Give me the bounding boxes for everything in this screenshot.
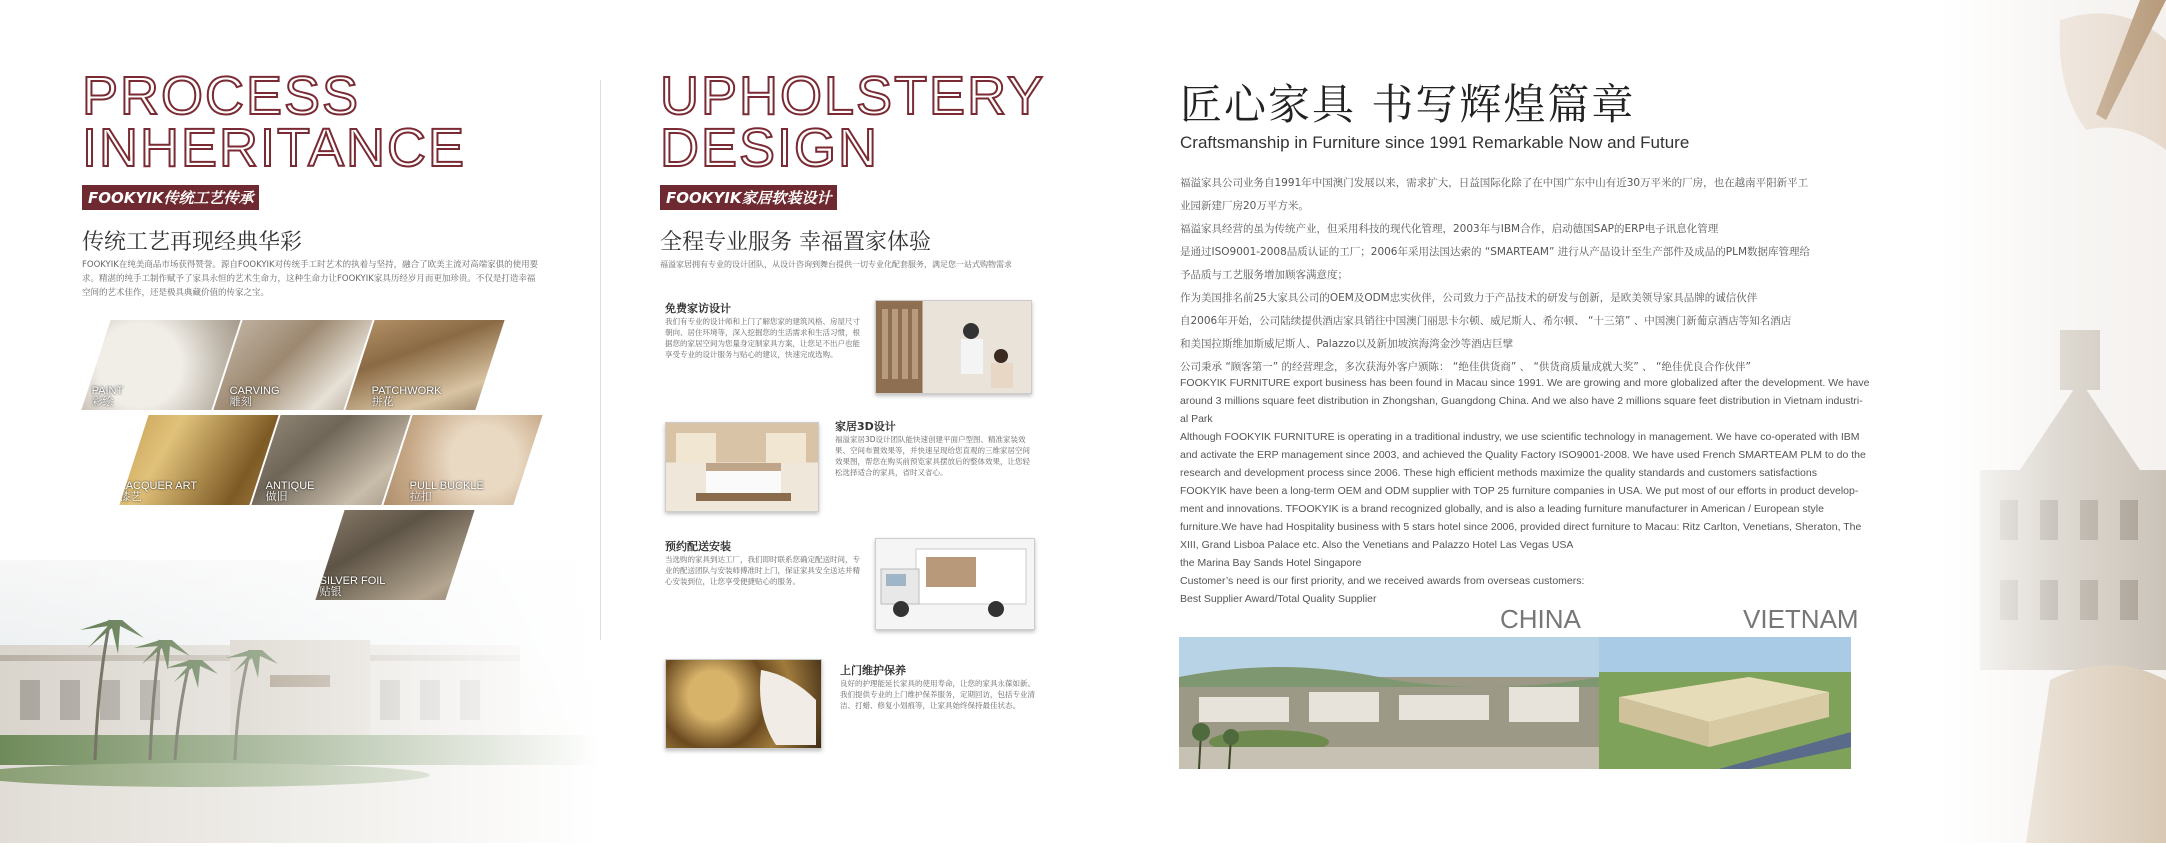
cn-line: 作为美国排名前25大家具公司的OEM及ODM忠实伙伴，公司致力于产品技术的研发与创新，是欧美领导家具品牌的诚信伙伴 <box>1180 292 1758 304</box>
service-photo <box>665 422 819 512</box>
en-line: Customer’s need is our first priority, and we received awards from overseas customers: <box>1180 575 1585 587</box>
cn-line: 和美国拉斯维加斯威尼斯人、Palazzo以及新加坡滨海湾金沙等酒店巨擘 <box>1180 338 1514 350</box>
page-divider <box>600 80 601 640</box>
cn-line: 业园新建厂房20万平方米。 <box>1180 200 1309 212</box>
service-text: 我们有专业的设计师和上门了解您家的建筑风格、房屋尺寸朝向、居住环境等，深入挖掘您的生活需求和生活习惯，根据您的家居空间为您量身定制家具方案，让您足不出户也能享受专业的设计服务与贴心的建议，快速完成选购。 <box>665 317 860 359</box>
en-line: around 3 millions square feet distribution in Zhongshan, Guangdong China. And we also have 2 millions square feet distribution in Vietnam industri- <box>1180 395 1863 407</box>
en-line: FOOKYIK FURNITURE export business has been found in Macau since 1991. We are growing and more globalized after the development. We have <box>1180 377 1870 389</box>
craft-label: PAINT 彩绘 <box>91 385 124 408</box>
cn-line: 福溢家具公司业务自1991年中国澳门发展以来，需求扩大，日益国际化除了在中国广东中山有近30万平米的厂房，也在越南平阳新平工 <box>1180 177 1809 189</box>
cn-line: 公司秉承 “顾客第一” 的经营理念，多次获海外客户颁陈： “绝佳供货商” 、 “供货商质量成就大奖” 、 “绝佳优良合作伙伴” <box>1180 361 1751 373</box>
factory-photo-china <box>1179 637 1601 769</box>
service-photo <box>875 300 1032 394</box>
right-panel <box>1160 0 2166 843</box>
craft-label: SILVER FOIL 贴银 <box>319 575 386 598</box>
en-line: research and development process since 2006. These high efficient methods maximize the quality standards and customers satisfactions <box>1180 467 1817 479</box>
factory-label-china: CHINA <box>1500 604 1581 634</box>
service-text: 良好的护理能延长家具的使用寿命，让您的家具永葆如新。我们提供专业的上门维护保养服务，定期回访，包括专业清洁、打蜡、修复小划痕等，让家具始终保持最佳状态。 <box>840 679 1035 710</box>
building-scene <box>0 560 600 843</box>
section-desc: FOOKYIK在纯美商品市场获得赞誉。源自FOOKYIK对传统手工时艺术的执着与坚持，融合了欧美主流对高端家俱的使用要求。精湛的纯手工制作赋予了家具永恒的艺术生命力，这种生命力让FOOKYIK家具历经岁月而更加珍贵。不仅是打造幸福空间的艺术佳作，还是极具典藏价值的传家之宝。 <box>82 260 539 298</box>
title-line-1: PROCESS <box>82 66 361 126</box>
en-line: Best Supplier Award/Total Quality Supplier <box>1180 593 1377 605</box>
en-line: XIII, Grand Lisboa Palace etc. Also the Venetians and Palazzo Hotel Las Vegas USA <box>1180 539 1574 551</box>
service-item-3d <box>665 418 1135 518</box>
title-line-2: DESIGN <box>660 118 880 178</box>
section-badge: FOOKYIK家居软装设计 <box>660 185 837 210</box>
cn-line: 是通过ISO9001-2008品质认证的工厂；2006年采用法国达索的 “SMARTEAM” 进行从产品设计至生产部件及成品的PLM数据库管理给 <box>1180 246 1811 258</box>
building-photo <box>0 560 600 843</box>
section-badge: FOOKYIK传统工艺传承 <box>82 185 259 210</box>
craft-label: LACQUER ART 漆艺 <box>119 480 198 503</box>
craft-label: ANTIQUE 做旧 <box>265 480 315 503</box>
en-line: Although FOOKYIK FURNITURE is operating in a traditional industry, we use scientific technology in management. We have co-operated with IBM <box>1180 431 1860 443</box>
service-title: 免费家访设计 <box>665 302 731 315</box>
en-line: the Marina Bay Sands Hotel Singapore <box>1180 557 1362 569</box>
cn-line: 予品质与工艺服务增加顾客满意度； <box>1180 269 1348 281</box>
factory-label-vietnam: VIETNAM <box>1743 604 1859 634</box>
service-photo <box>875 538 1035 630</box>
middle-panel <box>610 0 1170 843</box>
cn-line: 福溢家具经营的虽为传统产业，但采用科技的现代化管理，2003年与IBM合作，启动德国SAP的ERP电子讯息化管理 <box>1180 223 1719 235</box>
title-line-1: UPHOLSTERY <box>660 66 1046 126</box>
craft-label: CARVING 雕刻 <box>229 385 280 408</box>
service-item-delivery <box>665 538 1135 638</box>
craft-tile-patchwork <box>345 320 504 410</box>
service-title: 预约配送安装 <box>665 540 731 553</box>
section-subtitle: 全程专业服务 幸福置家体验 <box>660 230 931 255</box>
section-title <box>82 66 467 178</box>
section-desc: 福溢家居拥有专业的设计团队，从设计咨询到舞台提供一切专业化配套服务，满足您一站式购物需求 <box>660 260 1012 269</box>
chinese-intro <box>1180 172 2010 379</box>
service-item-visit <box>665 300 1135 400</box>
section-title <box>660 66 1046 178</box>
english-intro <box>1180 374 2010 608</box>
title-line-2: INHERITANCE <box>82 118 467 178</box>
en-line: FOOKYIK have been a long-term OEM and ODM supplier with TOP 25 furniture companies in USA. We put most of our efforts in product develop- <box>1180 485 1859 497</box>
craft-label: PATCHWORK 拼花 <box>371 385 442 408</box>
service-title: 家居3D设计 <box>835 420 896 433</box>
page-subheading: Craftsmanship in Furniture since 1991 Remarkable Now and Future <box>1180 133 1690 152</box>
en-line: al Park <box>1180 413 1213 425</box>
service-text: 福溢家居3D设计团队能快速创建平面户型图、精准家装效果、空间布置效果等，并快速呈现给您直观的三维家居空间效果图，帮您在购买前预览家具摆放后的整体效果，让您轻松选择适合的家具，省时又省心。 <box>835 435 1030 477</box>
page-heading: 匠心家具 书写辉煌篇章 <box>1180 80 1636 129</box>
en-line: and activate the ERP management since 2003, and achieved the Quality Factory ISO9001-2008. We have used French SMARTEAM PLM to do the <box>1180 449 1866 461</box>
service-title: 上门维护保养 <box>840 664 906 677</box>
craft-label: PULL BUCKLE 拉扣 <box>409 480 484 503</box>
section-subtitle: 传统工艺再现经典华彩 <box>82 230 303 255</box>
en-line: furniture.We have had Hospitality business with 5 stars hotel since 2006, provided direct furniture to Macau: Ritz Carlton, Venetians, Sheraton, The <box>1180 521 1862 533</box>
service-photo <box>665 659 822 749</box>
cn-line: 自2006年开始，公司陆续提供酒店家具销往中国澳门丽思卡尔顿、威尼斯人、希尔顿、 “十三第” 、中国澳门新葡京酒店等知名酒店 <box>1180 315 1792 327</box>
service-text: 当选购的家具到达工厂，我们即时联系您确定配送时间，专业的配送团队与安装师傅准时上门，保证家具安全送达并精心安装到位，让您享受便捷贴心的服务。 <box>665 555 860 586</box>
craft-tile-pullbuckle <box>383 415 542 505</box>
factory-photo-vietnam <box>1599 637 1851 769</box>
left-panel <box>0 0 600 843</box>
service-item-maintenance <box>665 655 1135 755</box>
en-line: ment and innovations. TFOOKYIK is a brand recognized globally, and is also a leading furniture manufacturer in American / European style <box>1180 503 1824 515</box>
